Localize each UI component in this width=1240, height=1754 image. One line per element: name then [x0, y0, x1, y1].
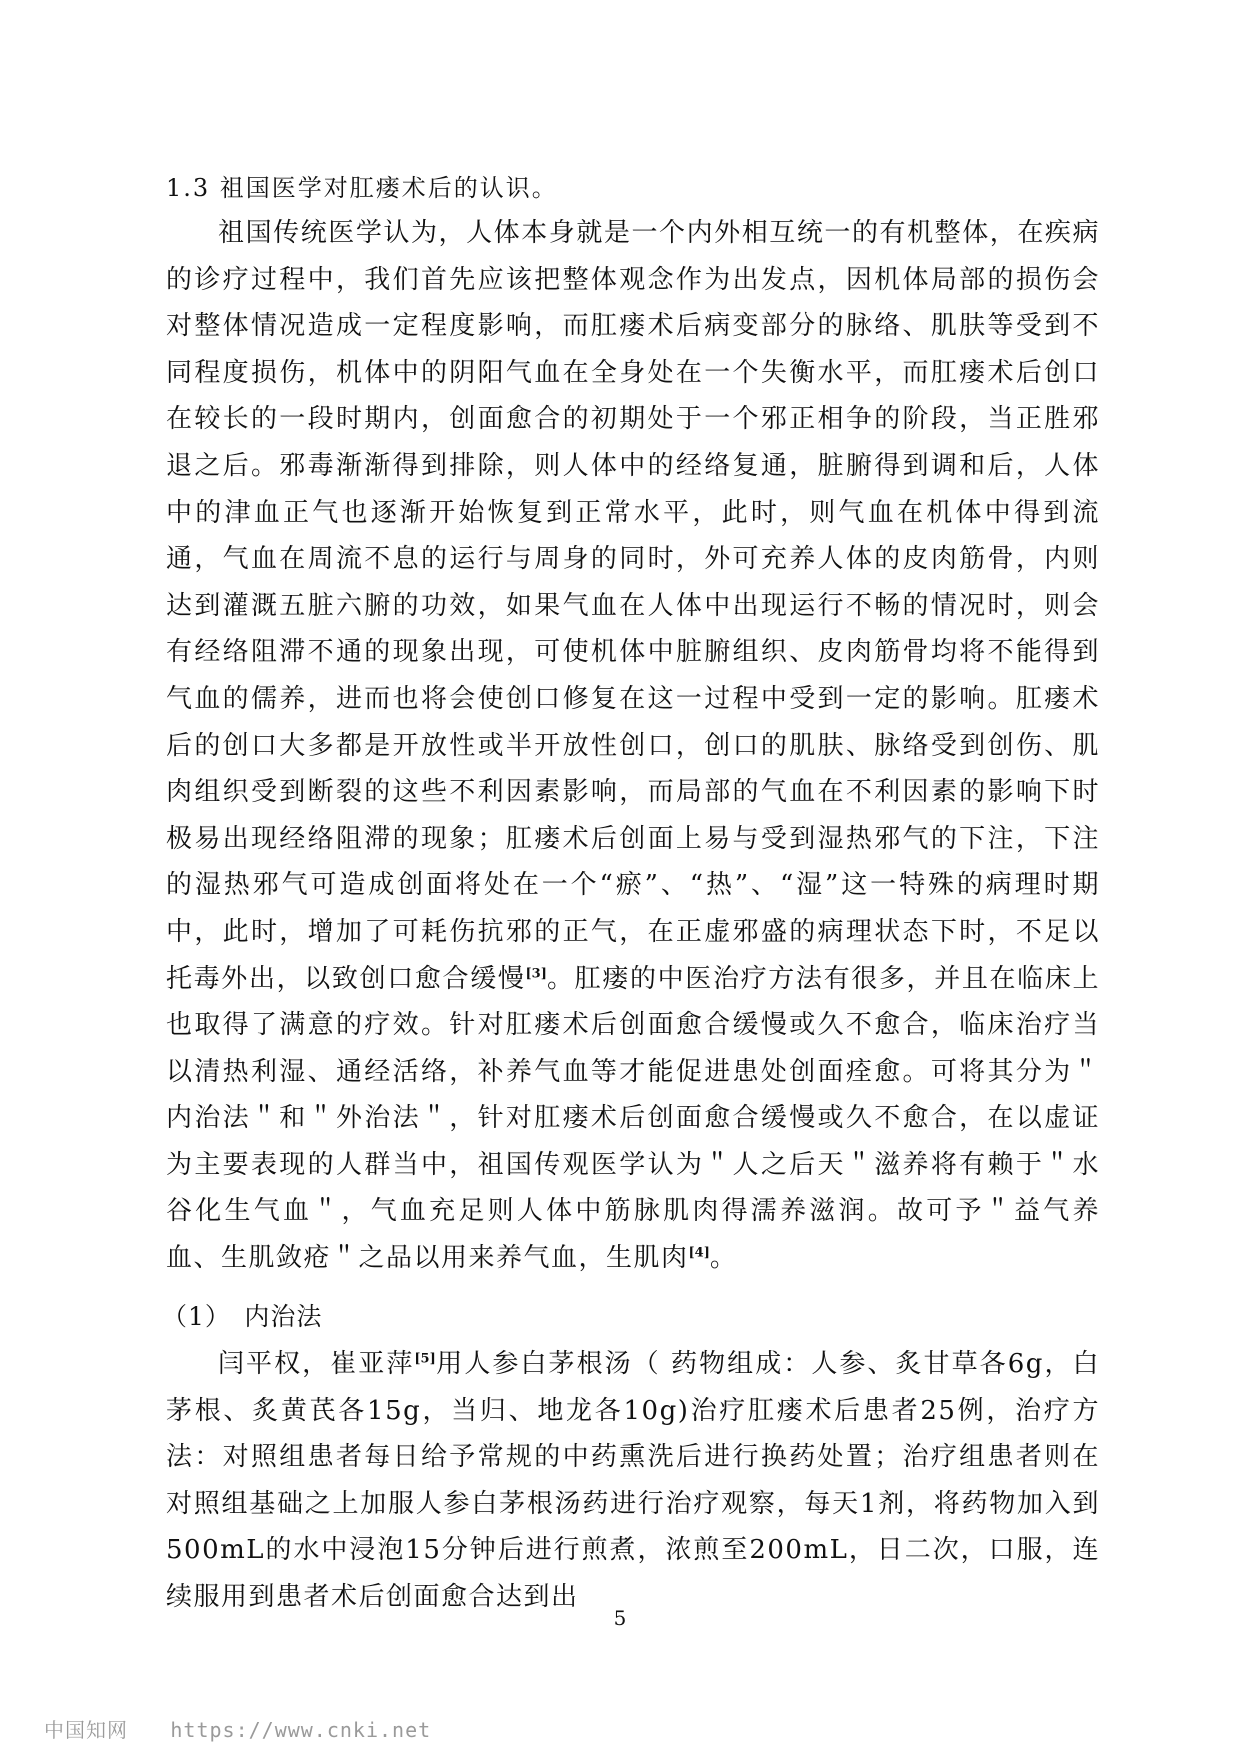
body-paragraph-2-container: [166, 1341, 1100, 1621]
citation-4: [4]: [688, 1245, 710, 1261]
paragraph-2-text-a: 闫平权，崔亚萍: [218, 1349, 415, 1379]
paragraph-2-text-b: 用人参白茅根汤（ 药物组成：人参、炙甘草各6g，白茅根、炙黄芪各15g，当归、地龙各10g)治疗肛瘘术后患者25例，治疗方法：对照组患者每日给予常规的中药熏洗后进行换药处置；治疗组患者则在对照组基础之上加服人参白茅根汤药进行治疗观察，每天1剂，将药物加入到500mL的水中浸泡15分钟后进行煎煮，浓煎至200mL，日二次，口服，连续服用到患者术后创面愈合达到出: [166, 1349, 1100, 1612]
footer-site-name: 中国知网: [44, 1718, 128, 1742]
citation-5: [5]: [414, 1351, 436, 1367]
body-paragraph-1-container: [166, 210, 1100, 1282]
footer-url: https://www.cnki.net: [170, 1718, 432, 1742]
footer-watermark: [44, 1714, 431, 1743]
subheading-internal-treatment: （1） 内治法: [162, 1302, 323, 1331]
paragraph-1-text-c: 。: [709, 1243, 738, 1274]
body-paragraph-1: [166, 210, 1100, 1282]
paragraph-1-text-a: 祖国传统医学认为，人体本身就是一个内外相互统一的有机整体，在疾病的诊疗过程中，我们首先应该把整体观念作为出发点，因机体局部的损伤会对整体情况造成一定程度影响，而肛瘘术后病变部分的脉络、肌肤等受到不同程度损伤，机体中的阴阳气血在全身处在一个失衡水平，而肛瘘术后创口在较长的一段时期内，创面愈合的初期处于一个邪正相争的阶段，当正胜邪退之后。邪毒渐渐得到排除，则人体中的经络复通，脏腑得到调和后，人体中的津血正气也逐渐开始恢复到正常水平，此时，则气血在机体中得到流通，气血在周流不息的运行与周身的同时，外可充养人体的皮肉筋骨，内则达到灌溉五脏六腑的功效，如果气血在人体中出现运行不畅的情况时，则会有经络阻滞不通的现象出现，可使机体中脏腑组织、皮肉筋骨均将不能得到气血的儒养，进而也将会使创口修复在这一过程中受到一定的影响。肛瘘术后的创口大多都是开放性或半开放性创口，创口的肌肤、脉络受到创伤、肌肉组织受到断裂的这些不利因素影响，而局部的气血在不利因素的影响下时极易出现经络阻滞的现象；肛瘘术后创面上易与受到湿热邪气的下注，下注的湿热邪气可造成创面将处在一个“瘀”、“热”、“湿”这一特殊的病理时期中，此时，增加了可耗伤抗邪的正气，在正虚邪盛的病理状态下时，不足以托毒外出，以致创口愈合缓慢: [166, 218, 1100, 994]
citation-3: [3]: [525, 965, 547, 981]
body-paragraph-2: [166, 1341, 1100, 1621]
section-heading: 1.3 祖国医学对肛瘘术后的认识。: [166, 174, 558, 202]
page-number: 5: [613, 1606, 627, 1630]
paragraph-1-text-b: 。肛瘘的中医治疗方法有很多，并且在临床上也取得了满意的疗效。针对肛瘘术后创面愈合缓慢或久不愈合，临床治疗当以清热利湿、通经活络，补养气血等才能促进患处创面痊愈。可将其分为＂内治法＂和＂外治法＂，针对肛瘘术后创面愈合缓慢或久不愈合，在以虚证为主要表现的人群当中，祖国传观医学认为＂人之后天＂滋养将有赖于＂水谷化生气血＂，气血充足则人体中筋脉肌肉得濡养滋润。故可予＂益气养血、生肌敛疮＂之品以用来养气血，生肌肉: [166, 963, 1100, 1274]
